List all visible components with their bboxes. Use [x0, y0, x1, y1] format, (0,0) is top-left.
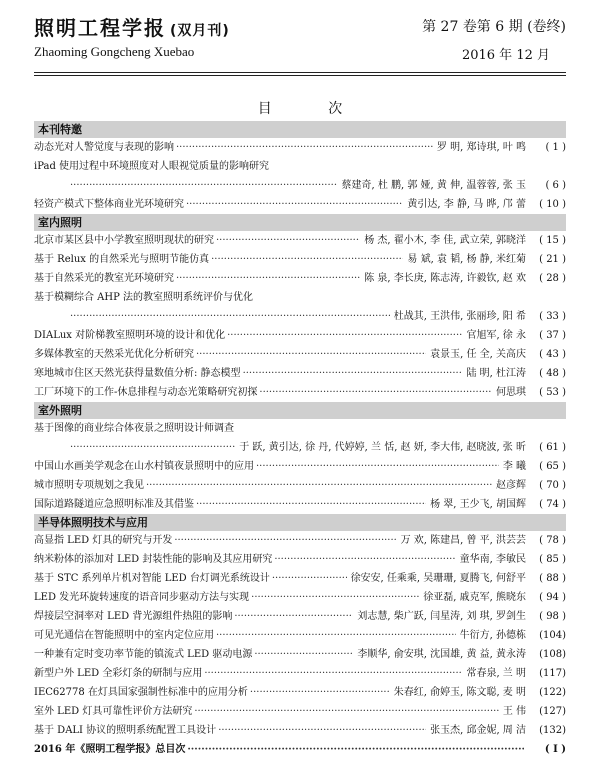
toc-entry[interactable]	[34, 138, 566, 157]
dot-leader	[259, 383, 492, 402]
dot-leader	[256, 457, 499, 476]
dot-leader	[204, 664, 462, 683]
toc-entry[interactable]	[34, 683, 566, 702]
article-title: 国际道路隧道应急照明标准及其借鉴	[34, 499, 194, 510]
toc-entry[interactable]	[34, 607, 566, 626]
page-number: (108)	[539, 649, 566, 660]
dot-leader	[146, 476, 492, 495]
dot-leader	[254, 645, 353, 664]
page-number: (122)	[539, 687, 566, 698]
article-authors: 童华南, 李敏民	[459, 554, 526, 565]
toc-entry[interactable]	[34, 457, 566, 476]
article-title: 基于 DALI 协议的照明系统配置工具设计	[34, 725, 217, 736]
article-authors: 陈 泉, 李长庚, 陈志涛, 许毅钦, 赵 欢	[364, 273, 526, 284]
annual-index-title: 2016 年《照明工程学报》总目次	[34, 744, 186, 755]
dot-leader	[196, 345, 426, 364]
page-number: ( 98 )	[539, 611, 566, 622]
article-authors: 朱春红, 俞婷玉, 陈文聪, 麦 明	[393, 687, 526, 698]
article-title: IEC62778 在灯具国家强制性标准中的应用分析	[34, 687, 248, 698]
article-title: LED 发光环旋转速度的语音同步驱动方法与实现	[34, 592, 250, 603]
article-title: 新型户外 LED 全彩灯条的研制与应用	[34, 668, 203, 679]
toc-entry[interactable]	[34, 495, 566, 514]
article-title: 基于模糊综合 AHP 法的教室照明系统评价与优化	[34, 292, 254, 303]
article-authors: 牛衍方, 孙德栋	[459, 630, 526, 641]
page-number: ( I )	[544, 744, 566, 755]
article-title: 动态光对人警觉度与表现的影响	[34, 142, 174, 153]
section-heading: 本刊特邀	[34, 121, 566, 138]
issue-date: 2016 年 12 月	[461, 48, 550, 63]
page-number: ( 15 )	[539, 235, 566, 246]
dot-leader	[227, 326, 462, 345]
journal-pinyin: Zhaoming Gongcheng Xuebao	[34, 44, 195, 59]
article-title: 纳米粉体的添加对 LED 封装性能的影响及其应用研究	[34, 554, 273, 565]
page-number: ( 21 )	[539, 254, 566, 265]
issue-info: 第 27 卷第 6 期 (卷终)	[422, 19, 566, 35]
dot-leader	[251, 588, 419, 607]
page-number: ( 74 )	[539, 499, 566, 510]
article-authors: 黄引达, 李 静, 马 晔, 邝 蕾	[407, 199, 526, 210]
dot-leader	[186, 195, 403, 214]
page-number: ( 33 )	[539, 311, 566, 322]
article-title: 基于 STC 系列单片机对智能 LED 台灯调光系统设计	[34, 573, 270, 584]
toc-entry[interactable]	[34, 664, 566, 683]
article-title: 基于自然采光的教室光环境研究	[34, 273, 174, 284]
article-authors: 陆 明, 杜江涛	[466, 368, 526, 379]
article-authors: 杨 杰, 翟小木, 李 佳, 武立荣, 郭晓洋	[364, 235, 526, 246]
article-authors: 杨 翠, 王少飞, 胡国辉	[430, 499, 526, 510]
article-title: 可见光通信在智能照明中的室内定位应用	[34, 630, 214, 641]
dot-leader	[211, 250, 403, 269]
article-authors: 罗 明, 郑诗琪, 叶 鸣	[436, 142, 526, 153]
dot-leader	[234, 607, 353, 626]
section-heading: 半导体照明技术与应用	[34, 514, 566, 531]
toc-entry[interactable]	[34, 626, 566, 645]
article-title: 高显指 LED 灯具的研究与开发	[34, 535, 173, 546]
toc-entry[interactable]	[34, 550, 566, 569]
header-rule-thin	[34, 75, 566, 76]
toc-entry[interactable]	[34, 569, 566, 588]
page-number: ( 37 )	[539, 330, 566, 341]
article-authors: 李 曦	[502, 461, 526, 472]
dot-leader	[174, 531, 396, 550]
article-title: 北京市某区县中小学教室照明现状的研究	[34, 235, 214, 246]
page-number: (104)	[539, 630, 566, 641]
article-authors: 万 欢, 陈建昌, 曾 平, 洪芸芸	[400, 535, 526, 546]
page-number: ( 10 )	[539, 199, 566, 210]
dot-leader	[176, 138, 433, 157]
masthead	[34, 10, 566, 66]
page-number: (117)	[539, 668, 566, 679]
dot-leader	[196, 495, 426, 514]
header-rule	[34, 72, 566, 73]
dot-leader	[216, 231, 360, 250]
dot-leader	[176, 269, 360, 288]
article-authors: 杜战其, 王洪伟, 张丽珍, 阳 希	[393, 311, 526, 322]
article-title: 多媒体教室的天然采光优化分析研究	[34, 349, 194, 360]
article-authors: 袁景玉, 任 全, 关高庆	[430, 349, 526, 360]
article-title: 中国山水画美学观念在山水村镇夜景照明中的应用	[34, 461, 254, 472]
article-authors: 李顺华, 俞安琪, 沈国雄, 黄 益, 黄永涛	[357, 649, 526, 660]
article-authors: 于 跃, 黄引达, 徐 丹, 代婷婷, 兰 恬, 赵 妍, 李大伟, 赵晓波, 张 昕	[239, 442, 526, 453]
journal-frequency: (双月刊)	[170, 23, 230, 39]
article-title: 工厂环境下的工作-休息排程与动态光策略研究初探	[34, 387, 258, 398]
dot-leader	[194, 702, 498, 721]
article-authors: 蔡建奇, 杜 鹏, 郭 娅, 黄 伸, 温蓉蓉, 张 玉	[341, 180, 526, 191]
toc-entry[interactable]	[34, 419, 566, 457]
dot-leader	[70, 307, 390, 326]
dot-leader	[187, 740, 524, 759]
toc-entry[interactable]	[34, 531, 566, 550]
toc-entry[interactable]	[34, 588, 566, 607]
article-authors: 何思琪	[496, 387, 526, 398]
toc-entry[interactable]	[34, 231, 566, 250]
page-number: ( 61 )	[539, 442, 566, 453]
page-number: ( 28 )	[539, 273, 566, 284]
page-number: ( 88 )	[539, 573, 566, 584]
page-number: (127)	[539, 706, 566, 717]
toc-entry[interactable]	[34, 269, 566, 288]
article-title: 城市照明专项规划之我见	[34, 480, 144, 491]
page-number: ( 1 )	[545, 142, 566, 153]
article-title: 一种兼有定时变功率节能的镇流式 LED 驱动电源	[34, 649, 253, 660]
toc-entry[interactable]	[34, 383, 566, 402]
toc-entry[interactable]	[34, 195, 566, 214]
page-number: ( 78 )	[539, 535, 566, 546]
toc-entry[interactable]	[34, 326, 566, 345]
article-authors: 刘志慧, 柴广跃, 闫星涛, 刘 琪, 罗剑生	[357, 611, 526, 622]
page-number: ( 48 )	[539, 368, 566, 379]
toc-entry[interactable]	[34, 250, 566, 269]
page-number: (132)	[539, 725, 566, 736]
dot-leader	[243, 364, 463, 383]
annual-index-entry[interactable]	[34, 740, 566, 759]
article-title: 寒地城市住区天然光获得量数值分析: 静态模型	[34, 368, 241, 379]
table-of-contents	[34, 121, 566, 759]
article-authors: 张玉杰, 邱金妮, 周 洁	[430, 725, 526, 736]
dot-leader	[274, 550, 455, 569]
page-number: ( 43 )	[539, 349, 566, 360]
toc-entry[interactable]	[34, 702, 566, 721]
dot-leader	[250, 683, 390, 702]
article-title: iPad 使用过程中环境照度对人眼视觉质量的影响研究	[34, 161, 270, 172]
article-title: 基于图像的商业综合体夜景之照明设计师调查	[34, 423, 234, 434]
page-number: ( 70 )	[539, 480, 566, 491]
journal-name: 照明工程学报	[34, 16, 166, 40]
dot-leader	[216, 626, 456, 645]
toc-entry[interactable]	[34, 721, 566, 740]
page-number: ( 65 )	[539, 461, 566, 472]
article-authors: 赵彦辉	[496, 480, 526, 491]
page-number: ( 85 )	[539, 554, 566, 565]
toc-entry[interactable]	[34, 476, 566, 495]
dot-leader	[70, 438, 235, 457]
toc-entry[interactable]	[34, 288, 566, 326]
page-number: ( 6 )	[545, 180, 566, 191]
page-number: ( 94 )	[539, 592, 566, 603]
toc-entry[interactable]	[34, 364, 566, 383]
article-authors: 易 斌, 袁 韬, 杨 静, 米红菊	[407, 254, 526, 265]
toc-entry[interactable]	[34, 345, 566, 364]
article-title: 轻资产模式下整体商业光环境研究	[34, 199, 184, 210]
toc-title: 目 次	[257, 101, 369, 117]
section-heading: 室外照明	[34, 402, 566, 419]
dot-leader	[272, 569, 347, 588]
article-authors: 徐亚磊, 戚克军, 熊晓东	[423, 592, 526, 603]
journal-title	[34, 12, 230, 41]
article-title: 焊接层空洞率对 LED 背光源组件热阻的影响	[34, 611, 233, 622]
dot-leader	[70, 176, 337, 195]
article-title: 基于 Relux 的自然采光与照明节能仿真	[34, 254, 210, 265]
toc-entry[interactable]	[34, 157, 566, 195]
article-authors: 官旭军, 徐 永	[466, 330, 526, 341]
section-heading: 室内照明	[34, 214, 566, 231]
page-number: ( 53 )	[539, 387, 566, 398]
toc-entry[interactable]	[34, 645, 566, 664]
dot-leader	[218, 721, 426, 740]
article-authors: 徐安安, 任乘乘, 吴珊珊, 夏腾飞, 何舒平	[350, 573, 526, 584]
article-authors: 王 伟	[502, 706, 526, 717]
article-authors: 常春泉, 兰 明	[466, 668, 526, 679]
article-title: DIALux 对阶梯教室照明环境的设计和优化	[34, 330, 226, 341]
article-title: 室外 LED 灯具可靠性评价方法研究	[34, 706, 193, 717]
